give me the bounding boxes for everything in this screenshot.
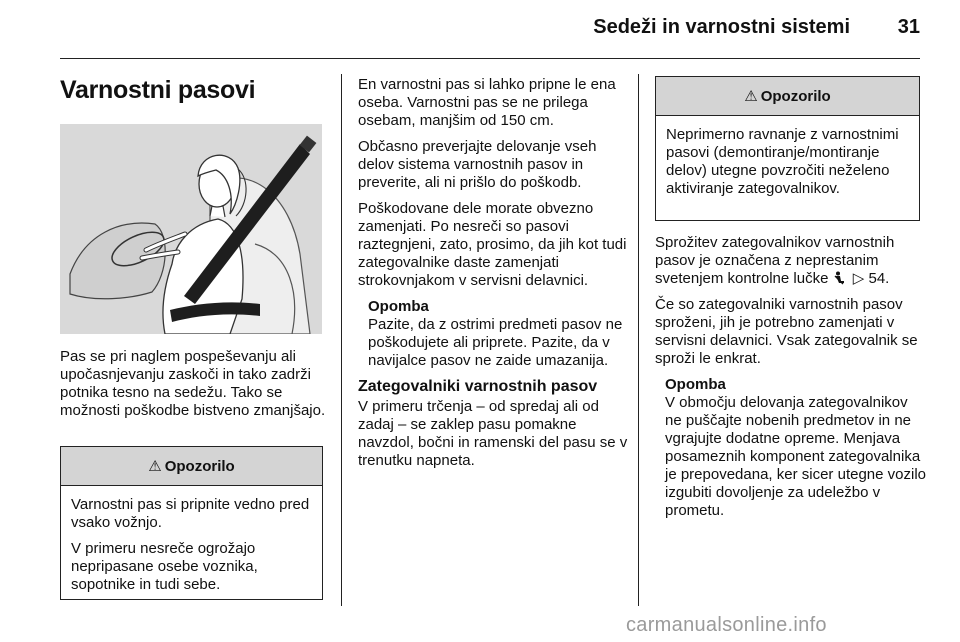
subsection-title: Zategovalniki varnostnih pasov	[358, 378, 598, 395]
subsection-paragraph: V primeru trčenja – od spredaj ali od zadaj – se zaklep pasu pomakne navzdol, bočni in ramenski del pasu se v trenutku napneta.	[358, 398, 628, 469]
seatbelt-illustration	[60, 124, 322, 334]
col2-para-2: Občasno preverjajte delovanje vseh delov sistema varnostnih pasov in preverite, ali ni prišlo do poškodb.	[358, 138, 597, 191]
page-header-title: Sedeži in varnostni sistemi	[593, 16, 850, 38]
col2-note	[368, 298, 630, 370]
col3-note-label: Opomba	[665, 376, 726, 393]
col3-para-1	[655, 234, 927, 288]
header-rule	[60, 58, 920, 59]
warning-box-2-text: Neprimerno ravnanje z varnostnimi pasovi (demontiranje/montiranje delov) utegne povzročiti neželeno aktiviranje zategovalnikov.	[666, 126, 899, 197]
column-divider-right	[638, 74, 639, 606]
warning-box-2	[655, 76, 920, 221]
col2-note-text: Pazite, da z ostrimi predmeti pasov ne poškodujete ali priprete. Pazite, da v navijalce pasov ne zaide umazanija.	[368, 316, 623, 369]
warning-box-1-header	[61, 447, 322, 486]
page-number: 31	[897, 16, 920, 38]
col3-note	[665, 376, 927, 520]
column-divider-left	[341, 74, 342, 606]
warning-triangle-icon: ⚠	[744, 88, 758, 105]
col3-para-1-text: Sprožitev zategovalnikov varnostnih pasov je označena z neprestanim svetenjem kontrolne lučke	[655, 234, 895, 287]
warning-box-1-para-2: V primeru nesreče ogrožajo nepripasane osebe voznika, sopotnike in tudi sebe.	[71, 540, 258, 593]
seatbelt-illustration-image	[60, 124, 322, 334]
warning-box-2-body	[656, 116, 919, 212]
seatbelt-warning-lamp-icon	[833, 270, 853, 287]
warning-box-2-heading: Opozorilo	[760, 87, 831, 105]
watermark: carmanualsonline.info	[626, 614, 827, 636]
col2-note-label: Opomba	[368, 298, 429, 315]
column-3-text	[655, 234, 927, 520]
col3-page-reference: 54.	[868, 270, 890, 287]
page-reference-arrow-icon: ▷	[852, 270, 865, 287]
warning-triangle-icon: ⚠	[148, 458, 162, 475]
warning-box-1-para-1: Varnostni pas si pripnite vedno pred vsako vožnjo.	[71, 496, 310, 531]
col2-para-3: Poškodovane dele morate obvezno zamenjati. Po nesreči so pasovi raztegnjeni, zato, prosimo, da jih kot tudi zategovalnike daste zamenjati strokovnjakom v servisni delavnici.	[358, 200, 627, 289]
column-2-text	[358, 76, 630, 478]
col3-note-text: V območju delovanja zategovalnikov ne puščajte nobenih predmetov in ne vgrajujte dodatne opreme. Menjava posameznih komponent zategovalnika je prepovedana, ker sicer utegne vozilo izgubiti dovoljenje za udeležbo v prometu.	[665, 394, 926, 519]
column-1-text	[60, 348, 328, 428]
col2-para-1: En varnostni pas si lahko pripne le ena oseba. Varnostni pas se ne prilega osebam, manjšim od 150 cm.	[358, 76, 616, 129]
warning-box-1	[60, 446, 323, 600]
warning-box-1-heading: Opozorilo	[164, 457, 235, 475]
warning-box-2-header	[656, 77, 919, 116]
col3-para-2: Če so zategovalniki varnostnih pasov sproženi, jih je potrebno zamenjati v servisni delavnici. Vsak zategovalnik se sproži le enkrat.	[655, 296, 918, 367]
warning-box-1-body	[61, 486, 322, 608]
belt-intro-paragraph: Pas se pri naglem pospeševanju ali upočasnjevanju zaskoči in tako zadrži potnika tesno na sedežu. Tako se možnosti poškodbe bistveno zmanjšajo.	[60, 348, 326, 419]
section-title: Varnostni pasovi	[60, 76, 256, 104]
